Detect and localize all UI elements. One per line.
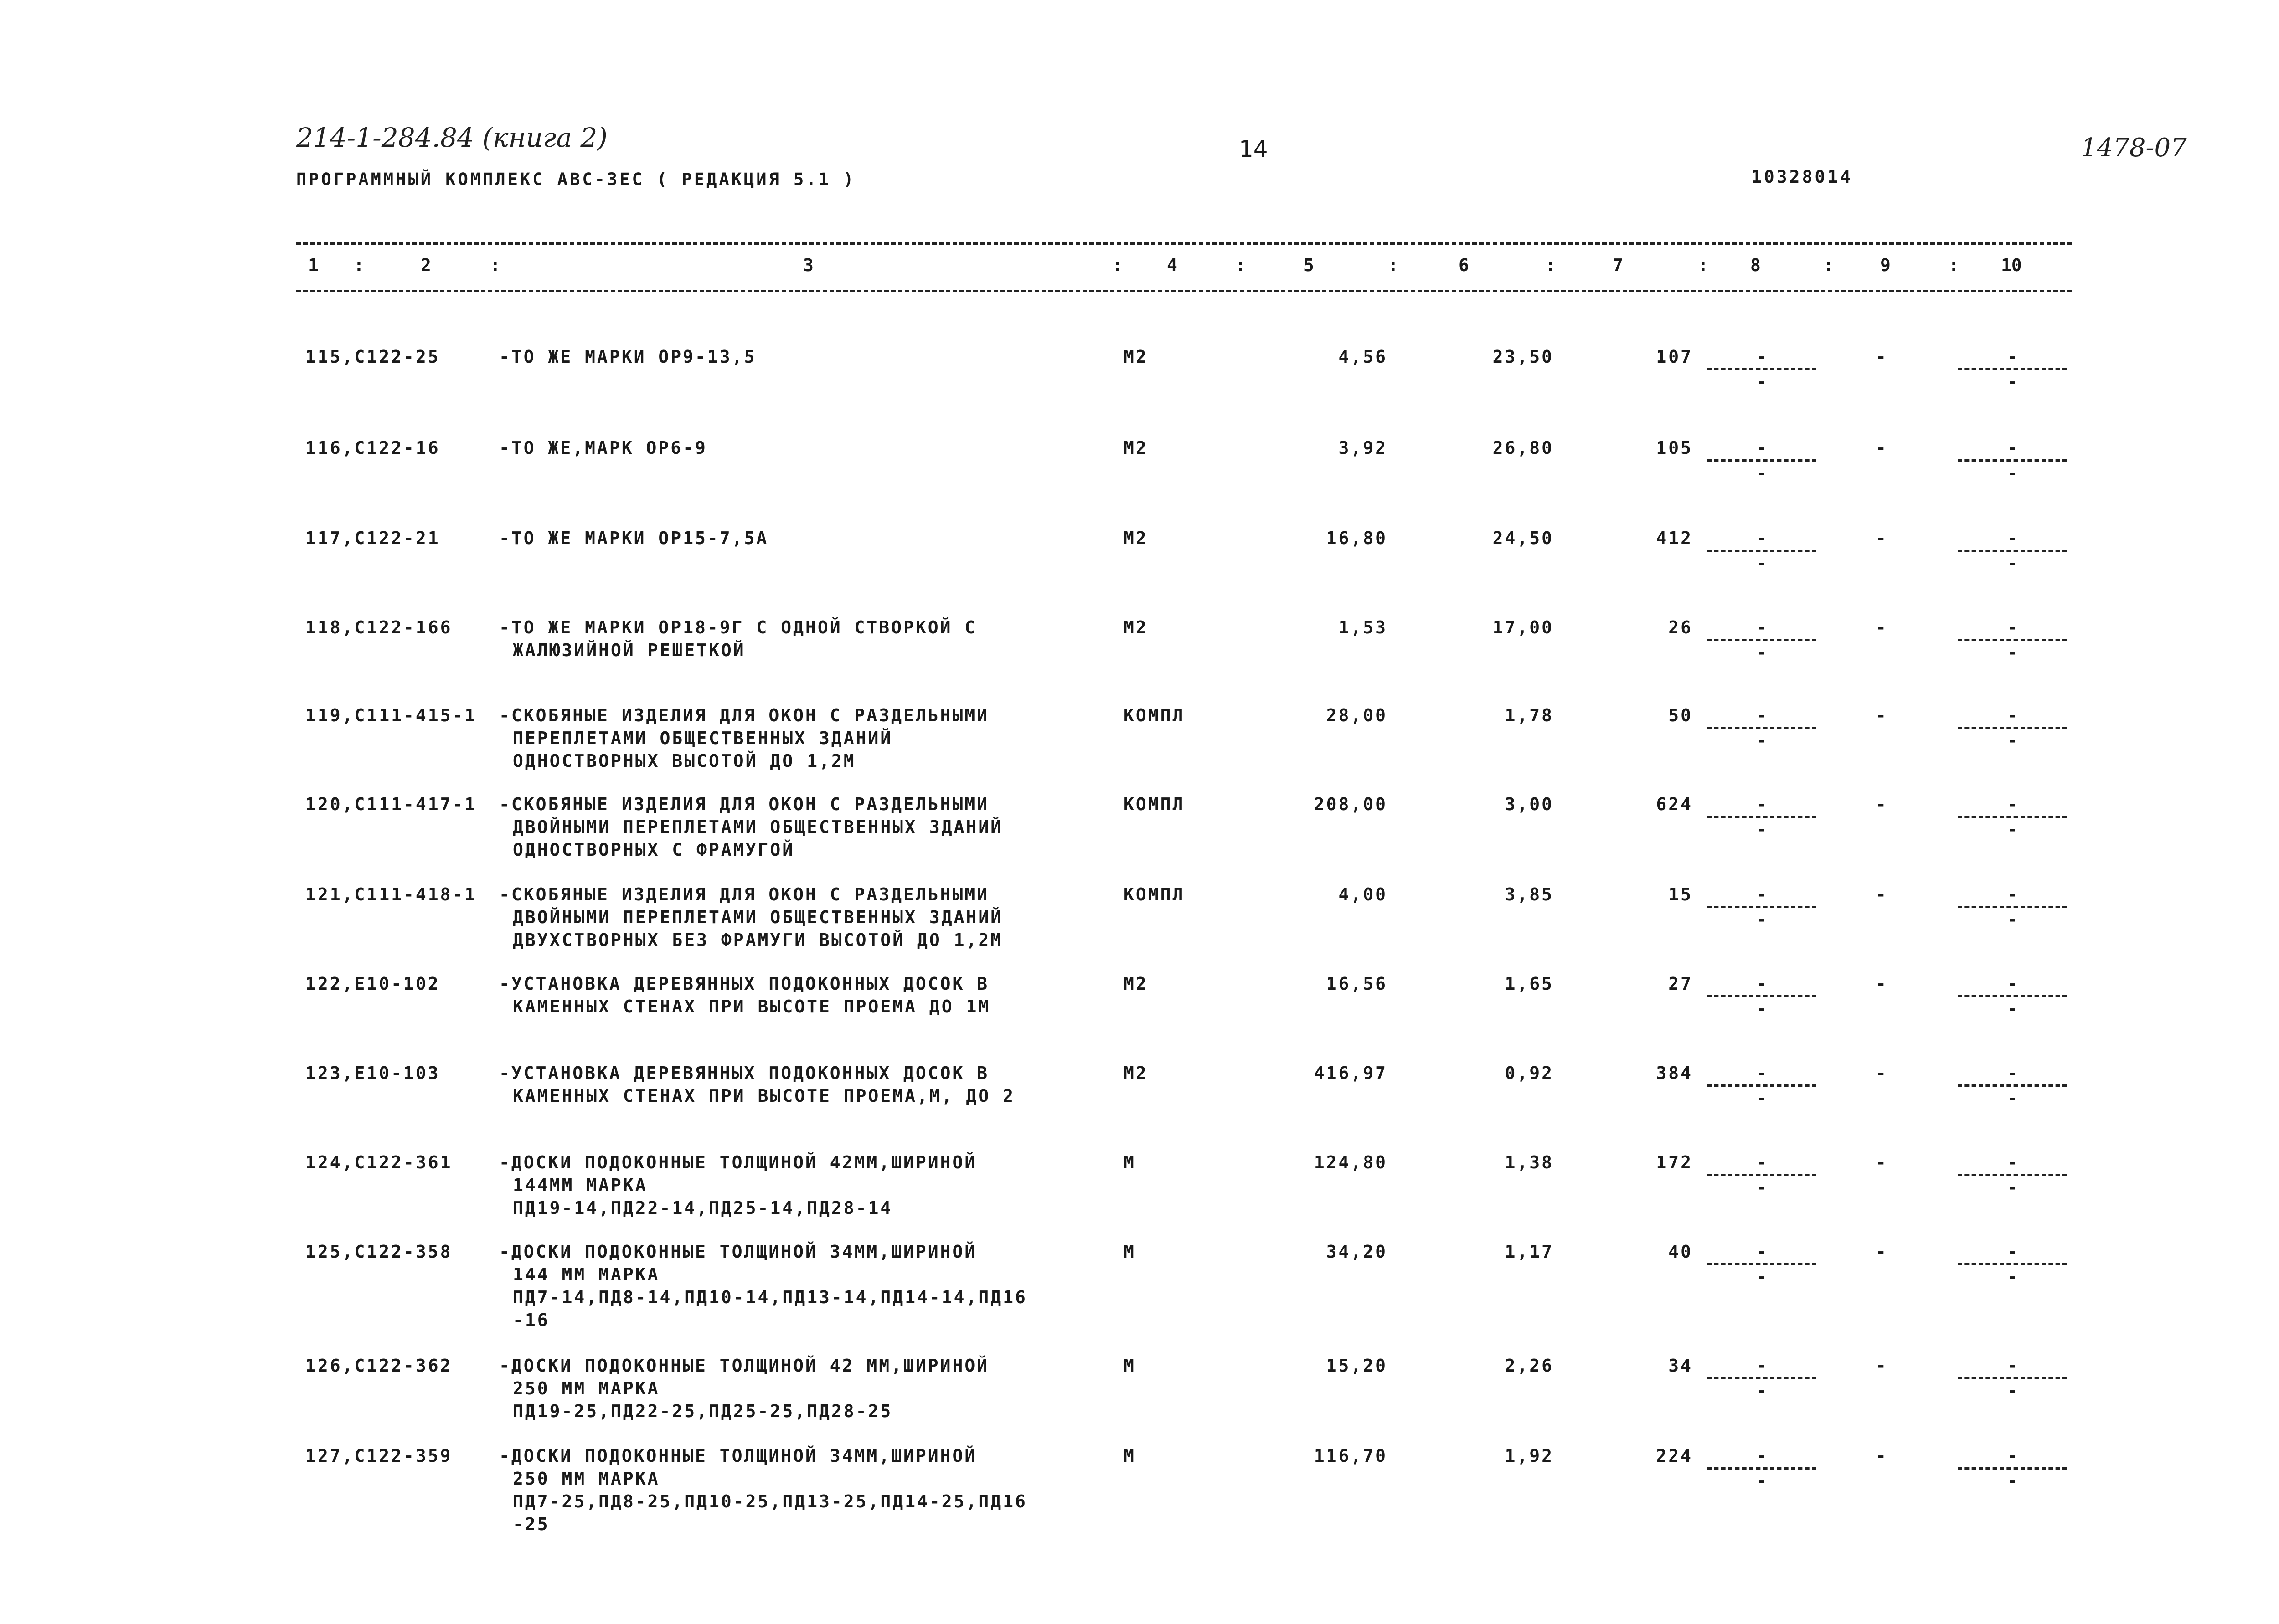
description-line: -ТО ЖЕ МАРКИ ОР9-13,5 — [499, 347, 757, 367]
row-total: 105 — [1656, 438, 1693, 458]
row-description — [499, 883, 1003, 951]
row-description — [499, 1062, 1015, 1107]
col8-fraction-bottom: - — [1756, 553, 1767, 573]
col8-fraction-top: - — [1756, 1356, 1767, 1376]
description-line: -16 — [513, 1310, 550, 1330]
row-total: 107 — [1656, 347, 1693, 367]
col8-fraction-bottom: - — [1756, 642, 1767, 663]
row-total: 40 — [1668, 1242, 1693, 1262]
col9-value: - — [1876, 617, 1886, 637]
col9-value: - — [1876, 705, 1886, 725]
description-line: -ДОСКИ ПОДОКОННЫЕ ТОЛЩИНОЙ 34ММ,ШИРИНОЙ — [499, 1242, 977, 1262]
description-line: ПД7-14,ПД8-14,ПД10-14,ПД13-14,ПД14-14,ПД16 — [513, 1287, 1027, 1307]
col-1: 1 — [308, 255, 319, 275]
col9-value: - — [1876, 1063, 1886, 1083]
col8-fraction-bottom: - — [1756, 819, 1767, 839]
description-line: 250 ММ МАРКА — [513, 1469, 660, 1489]
row-code: 125,С122-358 — [305, 1242, 453, 1262]
row-quantity: 15,20 — [1326, 1356, 1387, 1376]
col8-fraction — [1707, 1062, 1816, 1110]
col8-fraction-top: - — [1756, 884, 1767, 905]
handwritten-mark: 1478-07 — [2081, 133, 2187, 163]
col9-value: - — [1876, 1356, 1886, 1376]
col8-fraction — [1707, 883, 1816, 931]
col-9: 9 — [1880, 255, 1891, 275]
row-unit-price: 1,78 — [1505, 705, 1554, 725]
row-unit: КОМПЛ — [1124, 705, 1185, 725]
row-unit: М2 — [1124, 438, 1148, 458]
row-total: 26 — [1668, 617, 1693, 637]
col-sep: : — [1698, 255, 1708, 275]
document-title: 214-1-284.84 (книга 2) — [296, 122, 608, 153]
row-unit: М — [1124, 1242, 1136, 1262]
col8-fraction-bottom: - — [1756, 999, 1767, 1019]
col10-fraction-bottom: - — [2007, 372, 2018, 392]
row-code: 123,Е10-103 — [305, 1063, 440, 1083]
row-quantity: 28,00 — [1326, 705, 1387, 725]
col8-fraction-top: - — [1756, 438, 1767, 458]
col9-value: - — [1876, 974, 1886, 994]
row-unit: М2 — [1124, 347, 1148, 367]
description-line: -СКОБЯНЫЕ ИЗДЕЛИЯ ДЛЯ ОКОН С РАЗДЕЛЬНЫМИ — [499, 884, 990, 905]
col8-fraction-top: - — [1756, 794, 1767, 814]
row-description — [499, 1354, 989, 1423]
description-line: ПД7-25,ПД8-25,ПД10-25,ПД13-25,ПД14-25,ПД16 — [513, 1491, 1027, 1511]
col8-fraction — [1707, 1354, 1816, 1402]
col8-fraction-top: - — [1756, 617, 1767, 637]
row-code: 117,С122-21 — [305, 528, 440, 548]
row-code: 127,С122-359 — [305, 1446, 453, 1466]
col9-value: - — [1876, 1242, 1886, 1262]
row-unit-price: 24,50 — [1492, 528, 1554, 548]
col8-fraction — [1707, 1240, 1816, 1288]
col10-fraction — [1958, 1444, 2067, 1492]
description-line: КАМЕННЫХ СТЕНАХ ПРИ ВЫСОТЕ ПРОЕМА,М, ДО 2 — [513, 1086, 1015, 1106]
description-line: ДВОЙНЫМИ ПЕРЕПЛЕТАМИ ОБЩЕСТВЕННЫХ ЗДАНИЙ — [513, 907, 1003, 927]
col10-fraction-bottom: - — [2007, 819, 2018, 839]
row-unit-price: 1,65 — [1505, 974, 1554, 994]
table-header-rule — [296, 290, 2072, 292]
description-line: КАМЕННЫХ СТЕНАХ ПРИ ВЫСОТЕ ПРОЕМА ДО 1М — [513, 997, 991, 1017]
col10-fraction-bottom: - — [2007, 463, 2018, 483]
row-total: 172 — [1656, 1152, 1693, 1172]
col8-fraction-top: - — [1756, 1446, 1767, 1466]
col-4: 4 — [1167, 255, 1177, 275]
col10-fraction — [1958, 972, 2067, 1020]
col10-fraction-bottom: - — [2007, 1381, 2018, 1401]
row-unit: КОМПЛ — [1124, 884, 1185, 905]
col10-fraction-bottom: - — [2007, 642, 2018, 663]
col10-fraction-bottom: - — [2007, 1267, 2018, 1287]
program-name: ПРОГРАММНЫЙ КОМПЛЕКС АВС-ЗЕС ( РЕДАКЦИЯ 5.1 ) — [296, 170, 856, 189]
col8-fraction-bottom: - — [1756, 1267, 1767, 1287]
col-sep: : — [1949, 255, 1959, 275]
col8-fraction-bottom: - — [1756, 730, 1767, 750]
row-total: 384 — [1656, 1063, 1693, 1083]
col10-fraction-top: - — [2007, 347, 2018, 367]
column-header-row — [0, 255, 2279, 283]
col10-fraction-top: - — [2007, 974, 2018, 994]
row-description — [499, 1240, 1027, 1331]
row-description — [499, 616, 977, 662]
col8-fraction — [1707, 1444, 1816, 1492]
row-total: 412 — [1656, 528, 1693, 548]
col8-fraction-bottom: - — [1756, 463, 1767, 483]
description-line: 144ММ МАРКА — [513, 1175, 648, 1195]
col10-fraction-top: - — [2007, 1063, 2018, 1083]
col9-value: - — [1876, 1152, 1886, 1172]
col10-fraction-bottom: - — [2007, 730, 2018, 750]
description-line: ДВУХСТВОРНЫХ БЕЗ ФРАМУГИ ВЫСОТОЙ ДО 1,2М — [513, 930, 1003, 950]
col-sep: : — [490, 255, 500, 275]
description-line: ДВОЙНЫМИ ПЕРЕПЛЕТАМИ ОБЩЕСТВЕННЫХ ЗДАНИЙ — [513, 817, 1003, 837]
col-sep: : — [1112, 255, 1123, 275]
row-total: 27 — [1668, 974, 1693, 994]
col8-fraction-bottom: - — [1756, 1177, 1767, 1197]
col10-fraction — [1958, 1354, 2067, 1402]
row-quantity: 116,70 — [1314, 1446, 1387, 1466]
row-total: 624 — [1656, 794, 1693, 814]
table-top-rule — [296, 242, 2072, 245]
col-3: 3 — [803, 255, 814, 275]
row-code: 119,С111-415-1 — [305, 705, 477, 725]
description-line: -ДОСКИ ПОДОКОННЫЕ ТОЛЩИНОЙ 42ММ,ШИРИНОЙ — [499, 1152, 977, 1172]
col10-fraction-bottom: - — [2007, 1471, 2018, 1491]
row-unit-price: 23,50 — [1492, 347, 1554, 367]
col10-fraction — [1958, 883, 2067, 931]
col-sep: : — [1823, 255, 1834, 275]
row-unit-price: 26,80 — [1492, 438, 1554, 458]
col10-fraction-bottom: - — [2007, 999, 2018, 1019]
col10-fraction-top: - — [2007, 1242, 2018, 1262]
description-line: ПД19-25,ПД22-25,ПД25-25,ПД28-25 — [513, 1401, 893, 1421]
row-unit: М2 — [1124, 1063, 1148, 1083]
col10-fraction-top: - — [2007, 705, 2018, 725]
row-code: 120,С111-417-1 — [305, 794, 477, 814]
description-line: ОДНОСТВОРНЫХ С ФРАМУГОЙ — [513, 840, 795, 860]
col-sep: : — [1235, 255, 1246, 275]
col8-fraction-top: - — [1756, 705, 1767, 725]
col8-fraction-top: - — [1756, 974, 1767, 994]
col9-value: - — [1876, 438, 1886, 458]
col-sep: : — [1545, 255, 1556, 275]
col9-value: - — [1876, 347, 1886, 367]
row-unit-price: 2,26 — [1505, 1356, 1554, 1376]
col10-fraction-top: - — [2007, 438, 2018, 458]
col8-fraction — [1707, 704, 1816, 752]
col10-fraction-top: - — [2007, 1152, 2018, 1172]
col10-fraction — [1958, 1240, 2067, 1288]
row-unit-price: 17,00 — [1492, 617, 1554, 637]
row-unit-price: 0,92 — [1505, 1063, 1554, 1083]
row-quantity: 208,00 — [1314, 794, 1387, 814]
col8-fraction-top: - — [1756, 347, 1767, 367]
col10-fraction-top: - — [2007, 884, 2018, 905]
col-7: 7 — [1613, 255, 1623, 275]
col-8: 8 — [1750, 255, 1761, 275]
row-quantity: 124,80 — [1314, 1152, 1387, 1172]
row-description — [499, 704, 989, 772]
col-2: 2 — [421, 255, 431, 275]
row-description — [499, 793, 1003, 861]
row-code: 126,С122-362 — [305, 1356, 453, 1376]
description-line: 250 ММ МАРКА — [513, 1378, 660, 1398]
col10-fraction — [1958, 793, 2067, 841]
description-line: -ТО ЖЕ МАРКИ ОР15-7,5А — [499, 528, 769, 548]
col10-fraction — [1958, 616, 2067, 664]
row-quantity: 4,00 — [1338, 884, 1387, 905]
col-10: 10 — [2001, 255, 2022, 275]
col8-fraction-top: - — [1756, 1152, 1767, 1172]
col8-fraction-bottom: - — [1756, 1471, 1767, 1491]
row-unit-price: 3,85 — [1505, 884, 1554, 905]
col10-fraction-top: - — [2007, 528, 2018, 548]
row-quantity: 34,20 — [1326, 1242, 1387, 1262]
row-code: 121,С111-418-1 — [305, 884, 477, 905]
col8-fraction-bottom: - — [1756, 1088, 1767, 1108]
col-6: 6 — [1459, 255, 1469, 275]
col8-fraction — [1707, 437, 1816, 484]
row-unit: КОМПЛ — [1124, 794, 1185, 814]
row-unit: М — [1124, 1152, 1136, 1172]
col10-fraction — [1958, 437, 2067, 484]
row-total: 34 — [1668, 1356, 1693, 1376]
col10-fraction — [1958, 1151, 2067, 1199]
row-total: 15 — [1668, 884, 1693, 905]
col9-value: - — [1876, 1446, 1886, 1466]
col9-value: - — [1876, 884, 1886, 905]
col8-fraction-top: - — [1756, 1063, 1767, 1083]
row-description — [499, 1444, 1027, 1536]
row-unit: М2 — [1124, 617, 1148, 637]
col10-fraction-bottom: - — [2007, 553, 2018, 573]
col9-value: - — [1876, 794, 1886, 814]
col9-value: - — [1876, 528, 1886, 548]
col10-fraction-top: - — [2007, 1446, 2018, 1466]
row-total: 50 — [1668, 705, 1693, 725]
col8-fraction-top: - — [1756, 1242, 1767, 1262]
row-unit: М — [1124, 1446, 1136, 1466]
row-quantity: 3,92 — [1338, 438, 1387, 458]
row-quantity: 416,97 — [1314, 1063, 1387, 1083]
col10-fraction-bottom: - — [2007, 910, 2018, 930]
page-number: 14 — [1239, 136, 1268, 162]
col10-fraction-bottom: - — [2007, 1088, 2018, 1108]
col10-fraction — [1958, 527, 2067, 575]
description-line: ОДНОСТВОРНЫХ ВЫСОТОЙ ДО 1,2М — [513, 751, 856, 771]
row-code: 122,Е10-102 — [305, 974, 440, 994]
col8-fraction-bottom: - — [1756, 910, 1767, 930]
row-quantity: 16,80 — [1326, 528, 1387, 548]
row-description — [499, 527, 768, 550]
col8-fraction-top: - — [1756, 528, 1767, 548]
row-unit: М — [1124, 1356, 1136, 1376]
row-unit-price: 3,00 — [1505, 794, 1554, 814]
row-unit: М2 — [1124, 528, 1148, 548]
col8-fraction — [1707, 972, 1816, 1020]
description-line: -25 — [513, 1514, 550, 1534]
row-description — [499, 972, 990, 1018]
row-code: 116,С122-16 — [305, 438, 440, 458]
col-5: 5 — [1304, 255, 1314, 275]
col-sep: : — [1388, 255, 1398, 275]
row-quantity: 4,56 — [1338, 347, 1387, 367]
row-description — [499, 1151, 977, 1219]
col10-fraction-top: - — [2007, 794, 2018, 814]
row-description — [499, 345, 756, 368]
description-line: ЖАЛЮЗИЙНОЙ РЕШЕТКОЙ — [513, 640, 746, 660]
row-description — [499, 437, 707, 459]
row-quantity: 1,53 — [1338, 617, 1387, 637]
description-line: -УСТАНОВКА ДЕРЕВЯННЫХ ПОДОКОННЫХ ДОСОК В — [499, 974, 990, 994]
col8-fraction — [1707, 527, 1816, 575]
description-line: 144 ММ МАРКА — [513, 1264, 660, 1285]
row-code: 124,С122-361 — [305, 1152, 453, 1172]
col10-fraction — [1958, 1062, 2067, 1110]
col-sep: : — [354, 255, 364, 275]
col10-fraction-top: - — [2007, 617, 2018, 637]
col8-fraction — [1707, 1151, 1816, 1199]
col8-fraction — [1707, 345, 1816, 393]
col8-fraction-bottom: - — [1756, 1381, 1767, 1401]
row-unit-price: 1,17 — [1505, 1242, 1554, 1262]
description-line: -СКОБЯНЫЕ ИЗДЕЛИЯ ДЛЯ ОКОН С РАЗДЕЛЬНЫМИ — [499, 705, 990, 725]
col10-fraction — [1958, 345, 2067, 393]
col10-fraction-top: - — [2007, 1356, 2018, 1376]
row-total: 224 — [1656, 1446, 1693, 1466]
description-line: -СКОБЯНЫЕ ИЗДЕЛИЯ ДЛЯ ОКОН С РАЗДЕЛЬНЫМИ — [499, 794, 990, 814]
col8-fraction — [1707, 793, 1816, 841]
row-code: 115,С122-25 — [305, 347, 440, 367]
row-unit-price: 1,38 — [1505, 1152, 1554, 1172]
row-unit-price: 1,92 — [1505, 1446, 1554, 1466]
description-line: -УСТАНОВКА ДЕРЕВЯННЫХ ПОДОКОННЫХ ДОСОК В — [499, 1063, 990, 1083]
col10-fraction-bottom: - — [2007, 1177, 2018, 1197]
description-line: ПД19-14,ПД22-14,ПД25-14,ПД28-14 — [513, 1198, 893, 1218]
description-line: -ДОСКИ ПОДОКОННЫЕ ТОЛЩИНОЙ 34ММ,ШИРИНОЙ — [499, 1446, 977, 1466]
col8-fraction-bottom: - — [1756, 372, 1767, 392]
description-line: -ТО ЖЕ,МАРК ОР6-9 — [499, 438, 707, 458]
row-unit: М2 — [1124, 974, 1148, 994]
row-code: 118,С122-166 — [305, 617, 453, 637]
col10-fraction — [1958, 704, 2067, 752]
description-line: -ДОСКИ ПОДОКОННЫЕ ТОЛЩИНОЙ 42 ММ,ШИРИНОЙ — [499, 1356, 990, 1376]
col8-fraction — [1707, 616, 1816, 664]
description-line: ПЕРЕПЛЕТАМИ ОБЩЕСТВЕННЫХ ЗДАНИЙ — [513, 728, 893, 748]
row-quantity: 16,56 — [1326, 974, 1387, 994]
document-code: 10328014 — [1751, 167, 1853, 187]
description-line: -ТО ЖЕ МАРКИ ОР18-9Г С ОДНОЙ СТВОРКОЙ С — [499, 617, 977, 637]
